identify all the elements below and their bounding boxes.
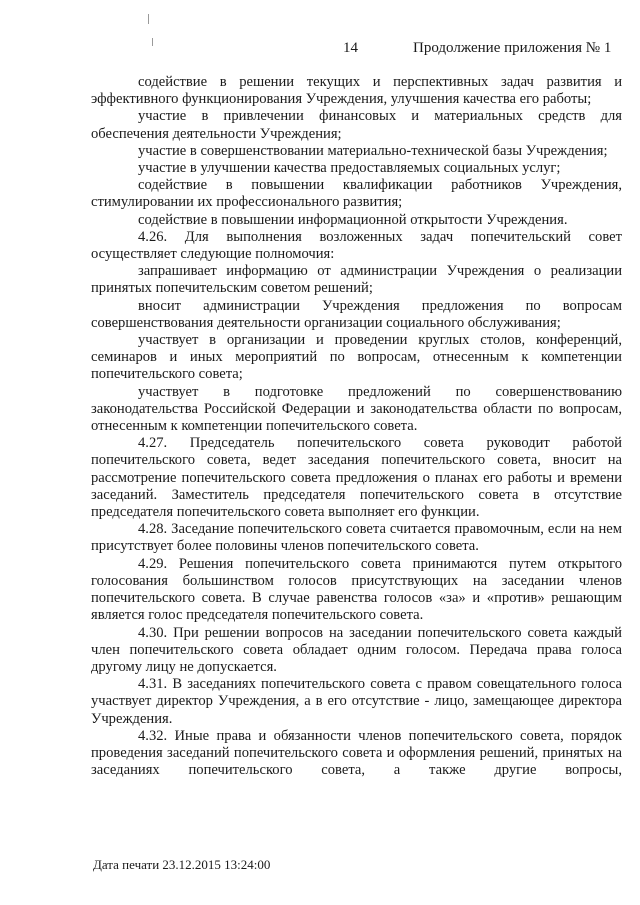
print-date: Дата печати 23.12.2015 13:24:00 <box>93 857 271 872</box>
paragraph: 4.29. Решения попечительского совета принимаются путем открытого голосования большинством голосов присутствующих на заседании членов попечительского совета. В случае равенства голосов «за» и «против» решающим является голос председателя попечительского совета. <box>91 555 622 624</box>
paragraph: 4.28. Заседание попечительского совета считается правомочным, если на нем присутствует более половины членов попечительского совета. <box>91 521 622 555</box>
paragraph: содействие в повышении информационной открытости Учреждения. <box>138 211 568 228</box>
paragraph: содействие в повышении квалификации работников Учреждения, стимулировании их профессионального развития; <box>91 177 622 211</box>
paragraph: участвует в подготовке предложений по совершенствованию законодательства Российской Федерации и законодательства области по вопросам, отнесенным к компетенции попечительского совета. <box>91 383 622 435</box>
document-body <box>91 74 622 779</box>
paragraph: 4.30. При решении вопросов на заседании попечительского совета каждый член попечительского совета обладает одним голосом. Передача права голоса другому лицу не допускается. <box>91 624 622 675</box>
paragraph: 4.32. Иные права и обязанности членов попечительского совета, порядок проведения заседаний попечительского совета и оформления решений, принятых на заседаниях попечительского совета, а также другие вопросы, <box>91 727 622 779</box>
paragraph: участие в привлечении финансовых и материальных средств для обеспечения деятельности Учреждения; <box>91 108 622 142</box>
paragraph: 4.27. Председатель попечительского совета руководит работой попечительского совета, ведет заседания попечительского совета, вносит на рассмотрение попечительского совета предложения о планах его работы и времени заседаний. Заместитель председателя попечительского совета в отсутствие председателя попечительского совета выполняет его функции. <box>91 435 622 521</box>
scan-mark <box>152 38 153 46</box>
paragraph: вносит администрации Учреждения предложения по вопросам совершенствования деятельности организации социального обслуживания; <box>91 297 622 331</box>
paragraph: участие в улучшении качества предоставляемых социальных услуг; <box>138 160 561 177</box>
paragraph: 4.31. В заседаниях попечительского совета с правом совещательного голоса участвует директор Учреждения, а в его отсутствие - лицо, замещающее директора Учреждения. <box>91 676 622 727</box>
page-number: 14 <box>343 40 358 56</box>
appendix-continuation-note: Продолжение приложения № 1 <box>413 40 612 56</box>
paragraph: участие в совершенствовании материально-технической базы Учреждения; <box>138 142 608 159</box>
paragraph: запрашивает информацию от администрации Учреждения о реализации принятых попечительским советом решений; <box>91 263 622 297</box>
scan-mark <box>148 14 149 24</box>
paragraph: 4.26. Для выполнения возложенных задач попечительский совет осуществляет следующие полномочия: <box>91 228 622 263</box>
paragraph: содействие в решении текущих и перспективных задач развития и эффективного функционирования Учреждения, улучшения качества его работы; <box>91 74 622 108</box>
paragraph: участвует в организации и проведении круглых столов, конференций, семинаров и иных мероприятий по вопросам, отнесенным к компетенции попечительского совета; <box>91 332 622 383</box>
